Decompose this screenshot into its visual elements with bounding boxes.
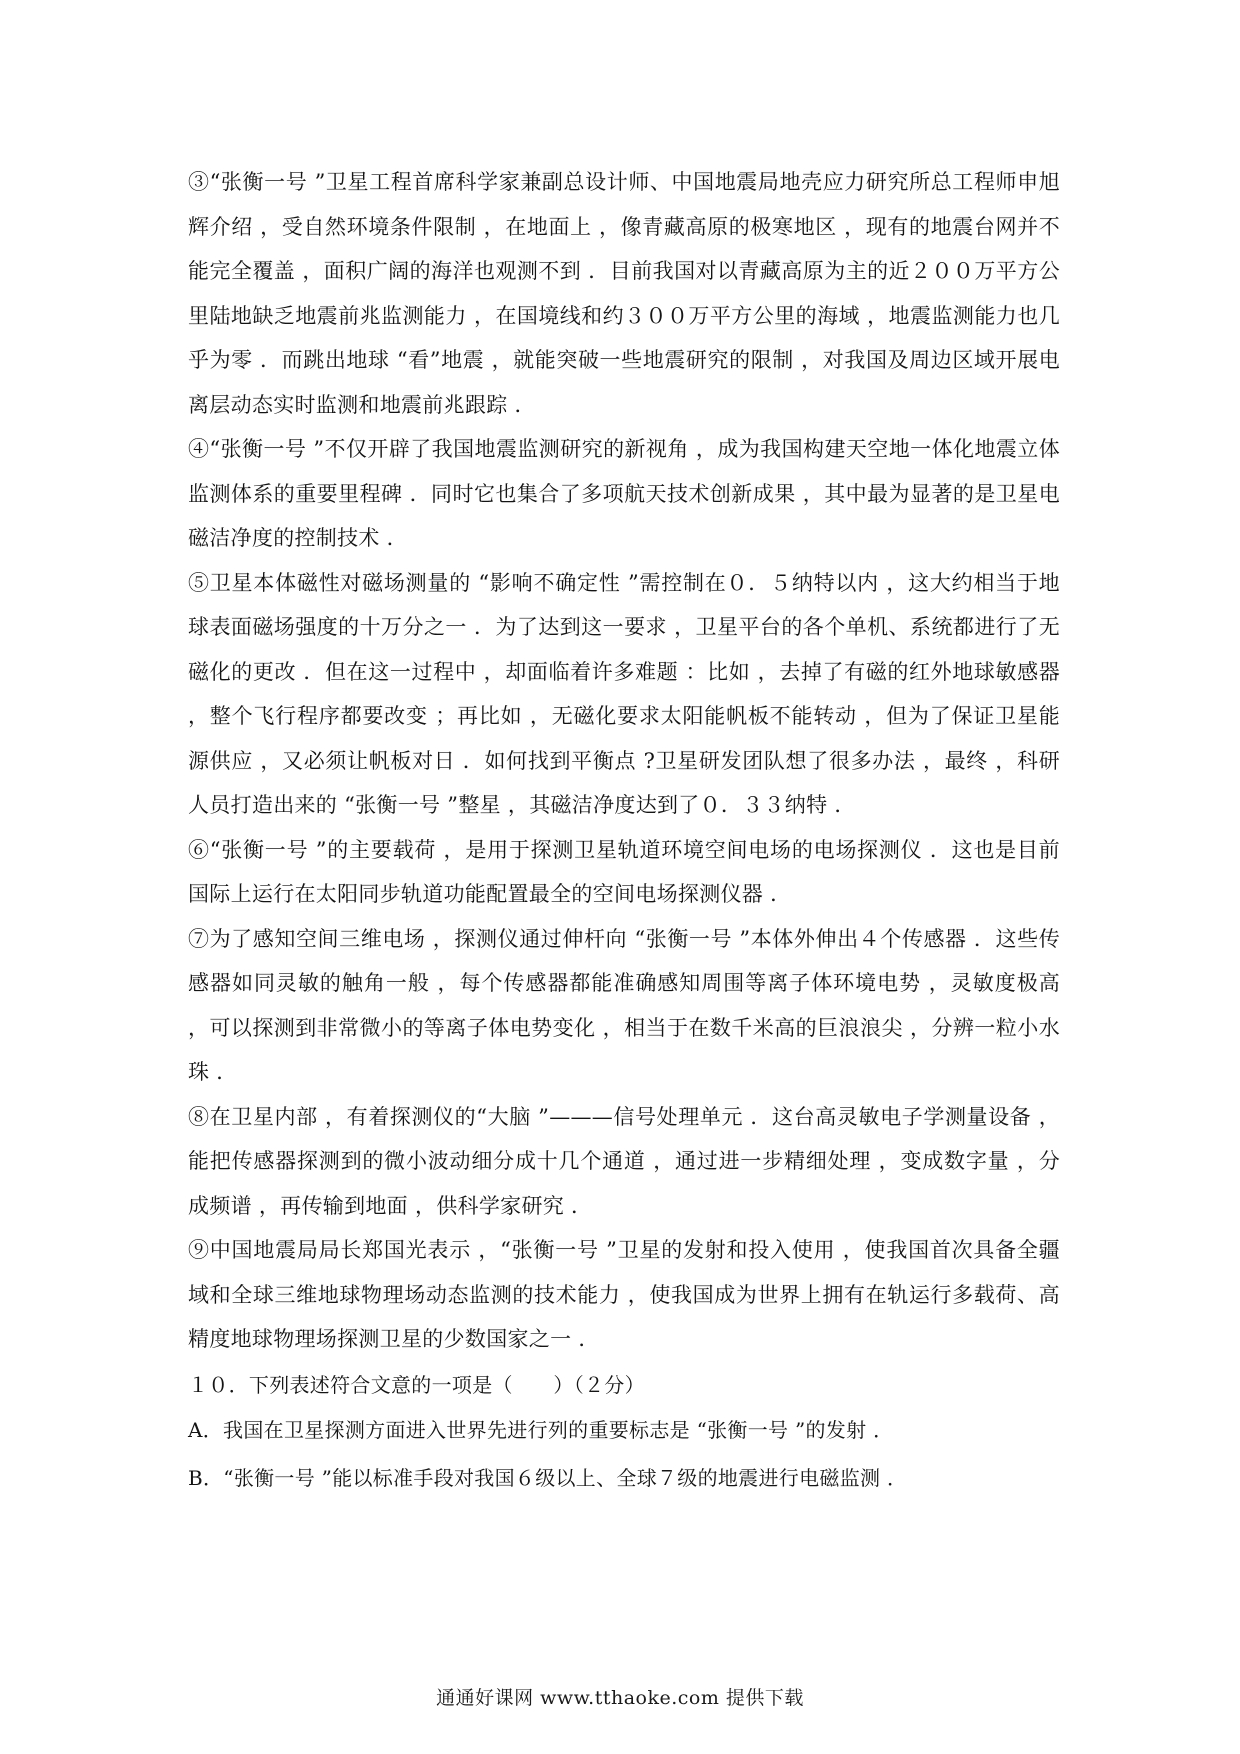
paragraph-7: ⑦为了感知空间三维电场 ，探测仪通过伸杆向 “张衡一号 ”本体外伸出４个传感器 ．这些传感器如同灵敏的触角一般 ，每个传感器都能准确感知周围等离子体环境电势 ，灵敏度极高 ，可以探测到非常微小的等离子体电势变化 ，相当于在数千米高的巨浪浪尖 ，分辨一粒小水珠 ． <box>188 926 1060 1084</box>
paragraph-5: ⑤卫星本体磁性对磁场测量的 “影响不确定性 ”需控制在０．５纳特以内 ，这大约相当于地球表面磁场强度的十万分之一 ．为了达到这一要求 ，卫星平台的各个单机、系统都进行了无磁化的更改 ．但在这一过程中 ，却面临着许多难题 ：比如 ，去掉了有磁的红外地球敏感器 ，整个飞行程序都要改变 ；再比如 ，无磁化要求太阳能帆板不能转动 ，但为了保证卫星能源供应 ，又必须让帆板对日 ．如何找到平衡点 ?卫星研发团队想了很多办法 ，最终 ，科研人员打造出来的 “张衡一号 ”整星 ，其磁洁净度达到了０．３３纳特 ． <box>188 570 1060 817</box>
paragraph-3: ③“张衡一号 ”卫星工程首席科学家兼副总设计师、中国地震局地壳应力研究所总工程师申旭辉介绍 ，受自然环境条件限制 ，在地面上 ，像青藏高原的极寒地区 ，现有的地震台网并不能完全覆盖 ，面积广阔的海洋也观测不到 ．目前我国对以青藏高原为主的近２００万平方公里陆地缺乏地震前兆监测能力 ，在国境线和约３００万平方公里的海域 ，地震监测能力也几乎为零 ．而跳出地球 “看”地震 ，就能突破一些地震研究的限制 ，对我国及周边区域开展电离层动态实时监测和地震前兆跟踪 ． <box>188 170 1060 417</box>
option-a: A．我国在卫星探测方面进入世界先进行列的重要标志是 “张衡一号 ”的发射 ． <box>188 1417 894 1442</box>
question-stem: １０．下列表述符合文意的一项是（ ）（２分） <box>188 1372 645 1397</box>
paragraph-4: ④“张衡一号 ”不仅开辟了我国地震监测研究的新视角 ，成为我国构建天空地一体化地震立体监测体系的重要里程碑 ．同时它也集合了多项航天技术创新成果 ，其中最为显著的是卫星电磁洁净度的控制技术 ． <box>188 437 1060 550</box>
option-b: B．“张衡一号 ”能以标准手段对我国６级以上、全球７级的地震进行电磁监测 ． <box>188 1465 908 1490</box>
question-10 <box>188 1362 1060 1502</box>
page-footer: 通通好课网 www.tthaoke.com 提供下载 <box>436 1687 804 1709</box>
paragraph-8: ⑧在卫星内部 ，有着探测仪的“大脑 ”———信号处理单元 ．这台高灵敏电子学测量设备 ，能把传感器探测到的微小波动细分成十几个通道 ，通过进一步精细处理 ，变成数字量 ，分成频谱 ，再传输到地面 ，供科学家研究 ． <box>188 1104 1060 1218</box>
paragraph-9: ⑨中国地震局局长郑国光表示 ，“张衡一号 ”卫星的发射和投入使用 ，使我国首次具备全疆域和全球三维地球物理场动态监测的技术能力 ，使我国成为世界上拥有在轨运行多载荷、高精度地球物理场探测卫星的少数国家之一 ． <box>188 1238 1060 1351</box>
article-body <box>188 160 1060 1502</box>
paragraph-6: ⑥“张衡一号 ”的主要载荷 ，是用于探测卫星轨道环境空间电场的电场探测仪 ．这也是目前国际上运行在太阳同步轨道功能配置最全的空间电场探测仪器 ． <box>188 837 1060 906</box>
